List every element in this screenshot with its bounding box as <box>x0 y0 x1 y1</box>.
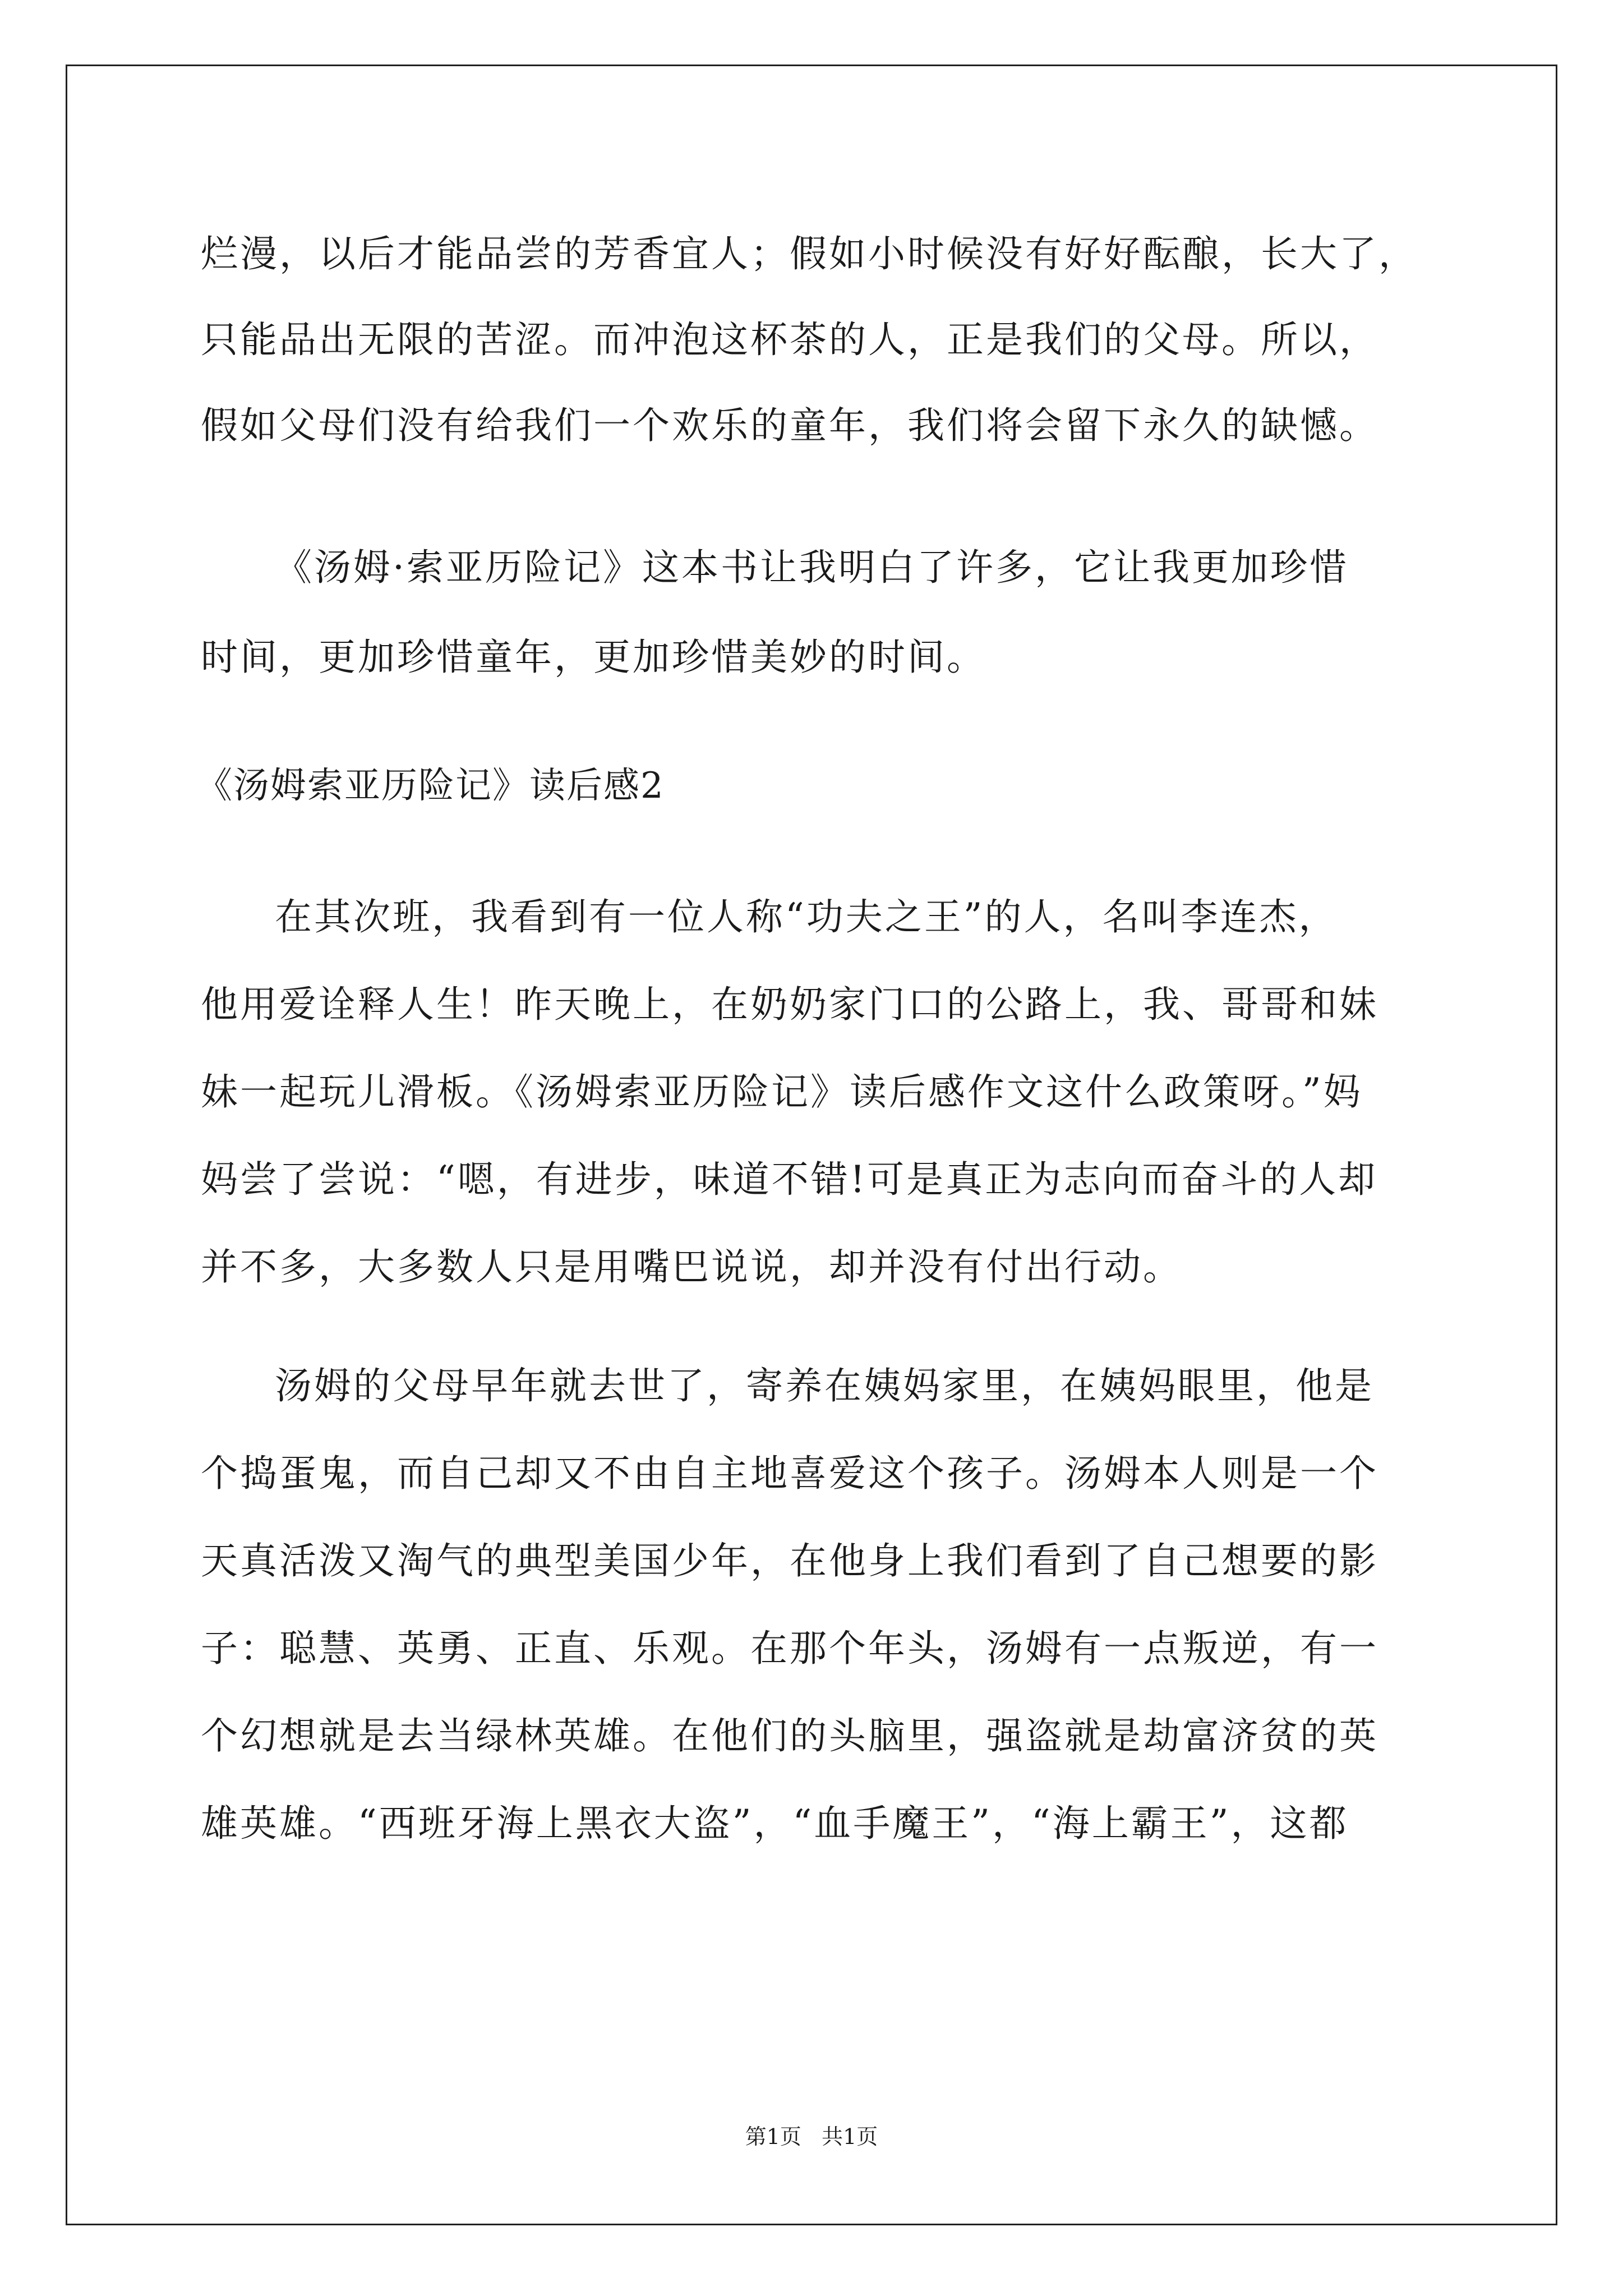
paragraph-line: 个捣蛋鬼，而自己却又不由自主地喜爱这个孩子。汤姆本人则是一个 <box>201 1452 1378 1495</box>
paragraph-line: 妈尝了尝说：“嗯，有进步，味道不错!可是真正为志向而奋斗的人却 <box>201 1158 1378 1201</box>
section-heading: 《汤姆索亚历险记》读后感2 <box>196 765 665 807</box>
paragraph-line: 他用爱诠释人生！昨天晚上，在奶奶家门口的公路上，我、哥哥和妹 <box>201 983 1378 1026</box>
paragraph-line: 雄英雄。“西班牙海上黑衣大盗”，“血手魔王”，“海上霸王”，这都 <box>201 1802 1349 1845</box>
paragraph-line: 《汤姆·索亚历险记》这本书让我明白了许多，它让我更加珍惜 <box>275 546 1349 589</box>
paragraph-line: 时间，更加珍惜童年，更加珍惜美妙的时间。 <box>201 636 986 679</box>
paragraph-line: 个幻想就是去当绿林英雄。在他们的头脑里，强盗就是劫富济贫的英 <box>201 1714 1378 1757</box>
page-border <box>66 65 1557 2225</box>
paragraph-line: 并不多，大多数人只是用嘴巴说说，却并没有付出行动。 <box>201 1245 1182 1289</box>
paragraph-line: 天真活泼又淘气的典型美国少年，在他身上我们看到了自己想要的影 <box>201 1539 1378 1582</box>
paragraph-line: 在其次班，我看到有一位人称“功夫之王”的人，名叫李连杰， <box>275 895 1338 938</box>
paragraph-line: 只能品出无限的苦涩。而冲泡这杯茶的人，正是我们的父母。所以， <box>201 318 1378 361</box>
page-number-footer: 第1页 共1页 <box>745 2124 878 2149</box>
paragraph-line: 汤姆的父母早年就去世了，寄养在姨妈家里，在姨妈眼里，他是 <box>275 1364 1374 1407</box>
paragraph-line: 妹一起玩儿滑板。《汤姆索亚历险记》读后感作文这什么政策呀。”妈 <box>201 1070 1363 1114</box>
paragraph-line: 烂漫，以后才能品尝的芳香宜人；假如小时候没有好好酝酿，长大了， <box>201 232 1418 275</box>
paragraph-line: 子：聪慧、英勇、正直、乐观。在那个年头，汤姆有一点叛逆，有一 <box>201 1627 1378 1670</box>
paragraph-line: 假如父母们没有给我们一个欢乐的童年，我们将会留下永久的缺憾。 <box>201 404 1378 447</box>
